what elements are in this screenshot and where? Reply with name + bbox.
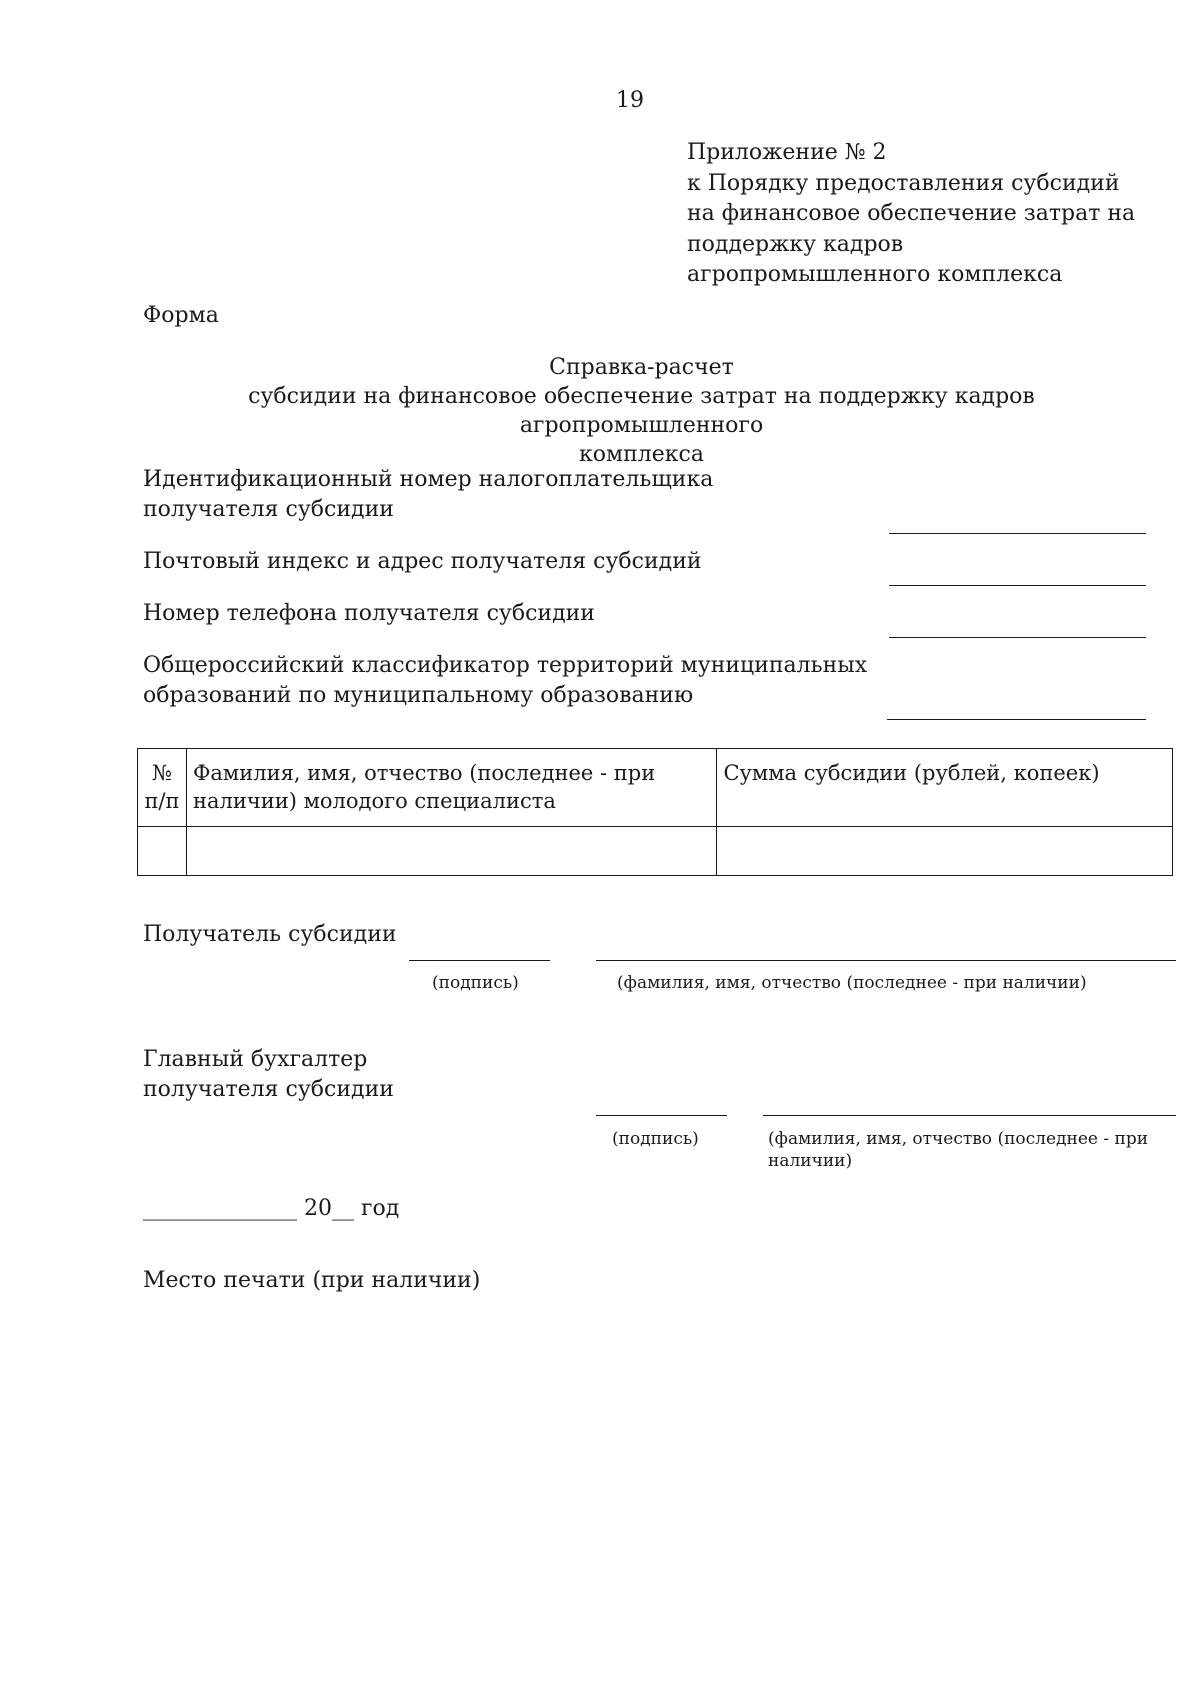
caption-line: наличии) — [768, 1151, 853, 1171]
appendix-line: поддержку кадров — [687, 231, 904, 257]
title-line: Справка-расчет — [549, 355, 734, 380]
appendix-line: к Порядку предоставления субсидий — [687, 170, 1120, 196]
table-row — [138, 827, 1173, 876]
appendix-line: агропромышленного комплекса — [687, 262, 1063, 287]
header-number: № п/п — [138, 749, 187, 827]
appendix-header — [687, 138, 1135, 291]
field-address-blank[interactable] — [889, 585, 1146, 586]
title-line: субсидии на финансовое обеспечение затрат на поддержку кадров агропромышленного — [248, 384, 1035, 438]
table-header-row — [138, 749, 1173, 827]
subsidy-table — [137, 748, 1173, 876]
accountant-signature-line[interactable] — [596, 1115, 727, 1116]
field-inn-label — [143, 465, 713, 525]
field-oktmo-label — [143, 651, 867, 711]
accountant-label-line: получателя субсидии — [143, 1077, 394, 1102]
accountant-signature-caption: (подпись) — [612, 1129, 699, 1149]
field-inn-blank[interactable] — [889, 533, 1146, 534]
date-year-text: 20__ год — [304, 1196, 400, 1221]
accountant-label-line: Главный бухгалтер — [143, 1047, 368, 1072]
field-oktmo-blank[interactable] — [887, 719, 1146, 720]
stamp-place: Место печати (при наличии) — [143, 1268, 481, 1293]
recipient-name-line[interactable] — [596, 960, 1176, 961]
recipient-signature-line[interactable] — [409, 960, 550, 961]
accountant-label — [143, 1045, 394, 1105]
field-phone-blank[interactable] — [889, 637, 1146, 638]
title-line: комплекса — [579, 442, 704, 467]
form-label: Форма — [143, 303, 219, 328]
recipient-label: Получатель субсидии — [143, 922, 397, 947]
cell-full-name[interactable] — [186, 827, 716, 876]
date-blank[interactable]: ______________ — [143, 1196, 297, 1221]
caption-line: (фамилия, имя, отчество (последнее - при — [768, 1129, 1149, 1149]
cell-subsidy-amount[interactable] — [717, 827, 1173, 876]
appendix-line: Приложение № 2 — [687, 140, 887, 165]
document-title — [143, 353, 1140, 469]
recipient-signature-caption: (подпись) — [432, 973, 519, 993]
field-label-line: Идентификационный номер налогоплательщика — [143, 467, 714, 492]
date-line — [143, 1194, 399, 1224]
field-phone-label: Номер телефона получателя субсидии — [143, 601, 595, 626]
recipient-name-caption: (фамилия, имя, отчество (последнее - при наличии) — [617, 973, 1087, 993]
page-number: 19 — [616, 88, 644, 113]
field-label-line: Общероссийский классификатор территорий муниципальных — [143, 653, 868, 678]
field-address-label: Почтовый индекс и адрес получателя субсидий — [143, 549, 702, 574]
appendix-line: на финансовое обеспечение затрат на — [687, 201, 1136, 226]
accountant-name-caption — [768, 1128, 1148, 1172]
accountant-name-line[interactable] — [763, 1115, 1176, 1116]
field-label-line: образований по муниципальному образованию — [143, 683, 694, 708]
field-label-line: получателя субсидии — [143, 497, 394, 522]
cell-number[interactable] — [138, 827, 187, 876]
header-subsidy-amount: Сумма субсидии (рублей, копеек) — [717, 749, 1173, 827]
header-full-name: Фамилия, имя, отчество (последнее - при наличии) молодого специалиста — [186, 749, 716, 827]
